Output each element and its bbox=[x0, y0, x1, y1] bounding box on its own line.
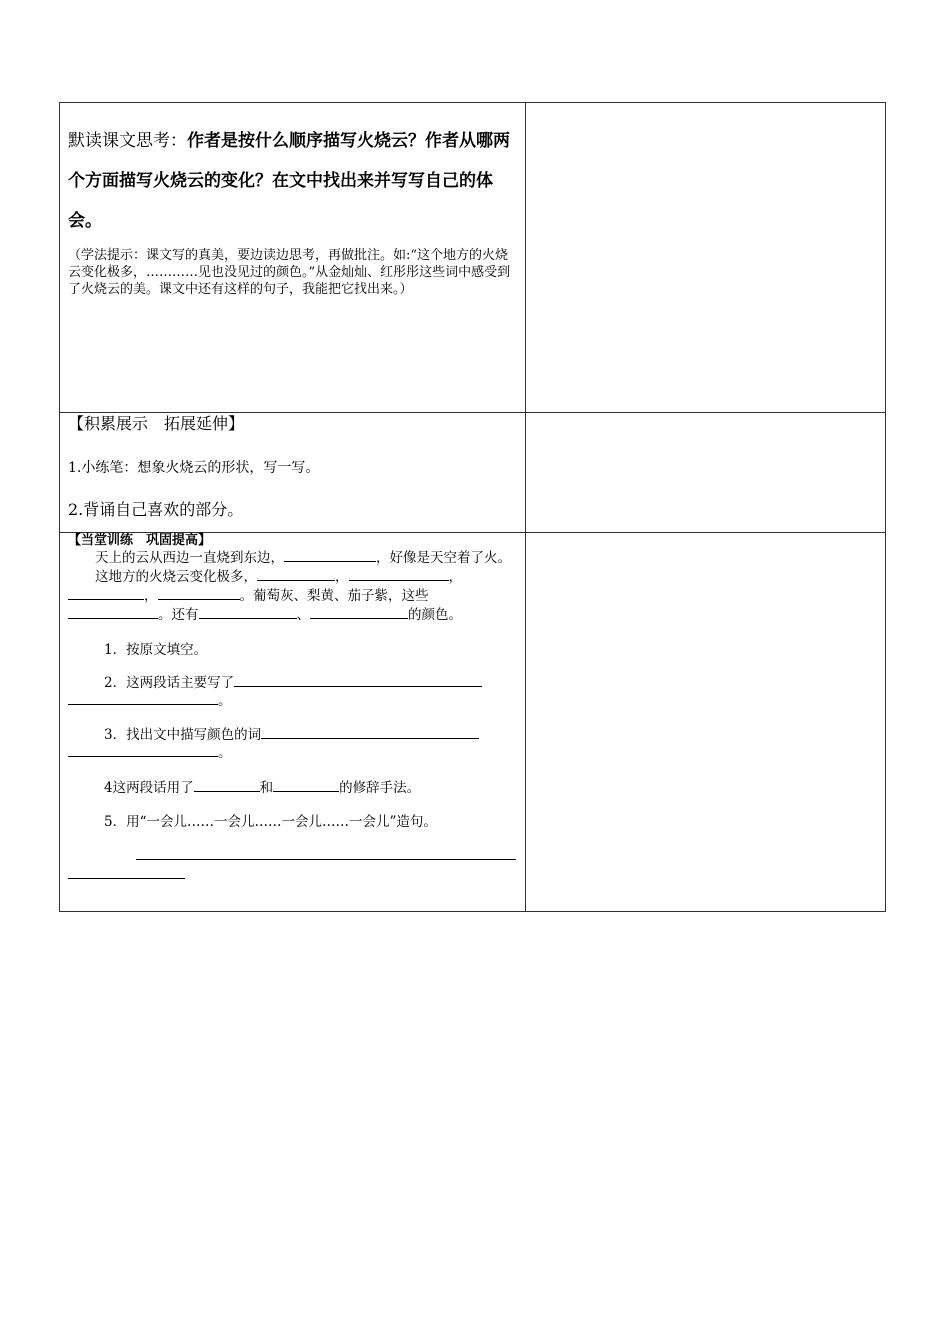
passage-text: 这地方的火烧云变化极多， bbox=[95, 569, 257, 585]
table-row-practice bbox=[60, 533, 885, 911]
passage-text: 的颜色。 bbox=[408, 607, 462, 623]
passage-paragraph-2 bbox=[68, 567, 517, 624]
passage-text: ， bbox=[448, 569, 462, 585]
task-1: 1．按原文填空。 bbox=[104, 642, 208, 658]
notes-cell-3[interactable] bbox=[526, 533, 885, 911]
answer-line[interactable] bbox=[194, 779, 260, 792]
answer-line[interactable] bbox=[234, 674, 482, 687]
fill-blank[interactable] bbox=[349, 567, 449, 581]
task-4-text: 和 bbox=[259, 780, 274, 796]
passage-text: 、 bbox=[296, 607, 310, 623]
answer-line[interactable] bbox=[136, 847, 516, 860]
worksheet-table bbox=[59, 102, 886, 912]
reading-question bbox=[68, 121, 517, 241]
fill-blank[interactable] bbox=[199, 605, 297, 619]
passage-paragraph-1 bbox=[68, 548, 517, 567]
task-2 bbox=[68, 674, 517, 710]
passage-text: ， bbox=[335, 569, 349, 585]
table-row-extension bbox=[60, 413, 885, 533]
task-4-text: 的修辞手法。 bbox=[339, 780, 421, 796]
passage-text: 。葡萄灰、梨黄、茄子紫，这些 bbox=[239, 588, 429, 604]
answer-line[interactable] bbox=[68, 866, 185, 879]
study-hint: （学法提示：课文写的真美，要边读边思考，再做批注。如:“这个地方的火烧云变化极多，…………见也没见过的颜色。”从金灿灿、红彤彤这些词中感受到了火烧云的美。课文中还有这样的句子，我能把它找出来。） bbox=[68, 248, 511, 297]
notes-cell-1[interactable] bbox=[526, 103, 885, 412]
fill-blank[interactable] bbox=[68, 605, 158, 619]
passage-text: ，好像是天空着了火。 bbox=[376, 550, 511, 566]
period-mark: 。 bbox=[218, 693, 232, 709]
passage-text: ， bbox=[144, 588, 158, 604]
section-title-practice: 【当堂训练 巩固提高】 bbox=[68, 533, 212, 548]
passage-text: 天上的云从西边一直烧到东边， bbox=[95, 550, 284, 566]
period-mark: 。 bbox=[218, 745, 232, 761]
task-4 bbox=[68, 779, 517, 797]
task-5 bbox=[68, 813, 517, 883]
task-3-text: 3．找出文中描写颜色的词 bbox=[104, 727, 262, 743]
answer-line[interactable] bbox=[68, 692, 218, 705]
task-4-text: 4这两段话用了 bbox=[104, 780, 194, 796]
answer-line[interactable] bbox=[261, 726, 479, 739]
fill-blank[interactable] bbox=[284, 548, 376, 562]
extension-item-1: 1.小练笔：想象火烧云的形状，写一写。 bbox=[68, 460, 320, 476]
task-2-text: 2．这两段话主要写了 bbox=[104, 675, 235, 691]
notes-cell-2[interactable] bbox=[526, 413, 885, 532]
fill-blank[interactable] bbox=[158, 586, 240, 600]
extension-cell bbox=[60, 413, 526, 532]
practice-cell bbox=[60, 533, 526, 911]
answer-line[interactable] bbox=[273, 779, 339, 792]
reading-question-body: 作者是按什么顺序描写火烧云？作者从哪两个方面描写火烧云的变化？在文中找出来并写写自己的体会。 bbox=[68, 131, 510, 231]
reading-cell bbox=[60, 103, 526, 412]
fill-blank[interactable] bbox=[257, 567, 335, 581]
table-row-reading bbox=[60, 103, 885, 413]
task-5-text: 5．用“一会儿……一会儿……一会儿……一会儿”造句。 bbox=[104, 814, 437, 830]
task-3 bbox=[68, 726, 517, 762]
passage-text: 。还有 bbox=[158, 607, 199, 623]
fill-blank[interactable] bbox=[68, 586, 144, 600]
answer-line[interactable] bbox=[68, 744, 218, 757]
fill-blank[interactable] bbox=[310, 605, 408, 619]
reading-question-lead: 默读课文思考： bbox=[68, 131, 187, 151]
section-title-extension: 【积累展示 拓展延伸】 bbox=[68, 414, 245, 433]
extension-item-2: 2.背诵自己喜欢的部分。 bbox=[68, 500, 244, 519]
